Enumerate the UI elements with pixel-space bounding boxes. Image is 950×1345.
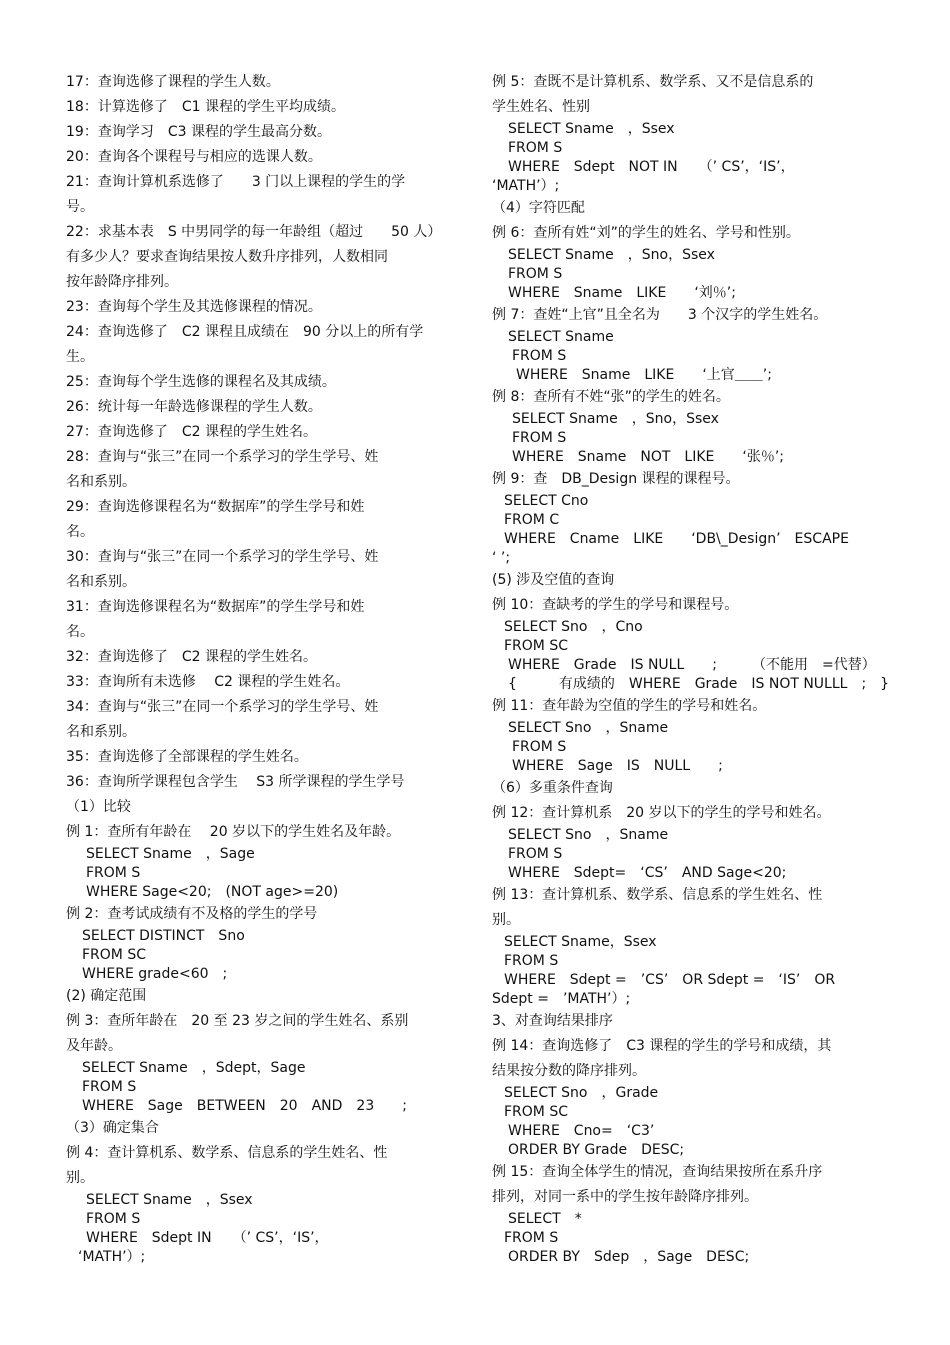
- text-line: 例 14：查询选修了 C3 课程的学生的学号和成绩，其: [492, 1038, 832, 1054]
- text-line: 例 7：查姓“上官”且全名为 3 个汉字的学生姓名。: [492, 307, 828, 323]
- sql-line: ORDER BY Grade DESC;: [508, 1142, 685, 1158]
- sql-line: SELECT Cno: [504, 493, 589, 509]
- text-line: 例 3：查所年龄在 20 至 23 岁之间的学生姓名、系别: [66, 1013, 409, 1029]
- text-line: 例 12：查计算机系 20 岁以下的学生的学号和姓名。: [492, 805, 831, 821]
- text-line: 例 4：查计算机系、数学系、信息系的学生姓名、性: [66, 1145, 388, 1161]
- text-line: 29：查询选修课程名为“数据库”的学生学号和姓: [66, 499, 365, 515]
- sql-line: FROM S: [504, 1230, 559, 1246]
- sql-line: FROM S: [86, 1211, 141, 1227]
- text-line: 名。: [66, 524, 94, 540]
- sql-line: SELECT Sno ，Sname: [508, 827, 669, 843]
- sql-line: { 有成绩的 WHERE Grade IS NOT NULLL ; }: [508, 676, 890, 692]
- text-line: 学生姓名、性别: [492, 99, 590, 115]
- sql-line: WHERE Sage IS NULL ;: [512, 758, 723, 774]
- text-line: 别。: [492, 912, 520, 928]
- text-line: 26：统计每一年龄选修课程的学生人数。: [66, 399, 322, 415]
- text-line: 例 2：查考试成绩有不及格的学生的学号: [66, 906, 318, 922]
- sql-line: FROM S: [508, 846, 563, 862]
- text-line: 名和系别。: [66, 574, 136, 590]
- text-line: 19：查询学习 C3 课程的学生最高分数。: [66, 124, 331, 140]
- text-line: 21：查询计算机系选修了 3 门以上课程的学生的学: [66, 174, 406, 190]
- sql-line: FROM S: [82, 1079, 137, 1095]
- sql-line: SELECT Sname: [508, 329, 614, 345]
- sql-line: SELECT Sname ，Sno，Ssex: [508, 247, 715, 263]
- sql-line: FROM SC: [504, 638, 568, 654]
- text-line: 例 15：查询全体学生的情况，查询结果按所在系升序: [492, 1164, 823, 1180]
- text-line: 排列，对同一系中的学生按年龄降序排列。: [492, 1189, 758, 1205]
- text-line: 名和系别。: [66, 474, 136, 490]
- text-line: 例 6：查所有姓“刘”的学生的姓名、学号和性别。: [492, 225, 800, 241]
- text-line: 名和系别。: [66, 724, 136, 740]
- sql-line: SELECT Sno ，Sname: [508, 720, 669, 736]
- sql-line: SELECT *: [508, 1211, 582, 1227]
- text-line: (2) 确定范围: [66, 988, 147, 1004]
- text-line: 别。: [66, 1170, 94, 1186]
- text-line: 28：查询与“张三”在同一个系学习的学生学号、姓: [66, 449, 379, 465]
- text-line: 24：查询选修了 C2 课程且成绩在 90 分以上的所有学: [66, 324, 424, 340]
- text-line: 30：查询与“张三”在同一个系学习的学生学号、姓: [66, 549, 379, 565]
- sql-line: WHERE Sname LIKE ‘上官＿＿’;: [516, 367, 772, 383]
- sql-line: FROM S: [508, 266, 563, 282]
- sql-line: WHERE Sdept NOT IN （’ CS’，‘IS’，: [508, 159, 795, 175]
- sql-line: ORDER BY Sdep ，Sage DESC;: [508, 1249, 750, 1265]
- text-line: 号。: [66, 199, 94, 215]
- text-line: 例 5：查既不是计算机系、数学系、又不是信息系的: [492, 74, 814, 90]
- text-line: 35：查询选修了全部课程的学生姓名。: [66, 749, 308, 765]
- text-line: （6）多重条件查询: [492, 780, 613, 796]
- text-line: 生。: [66, 349, 94, 365]
- text-line: 3、对查询结果排序: [492, 1013, 613, 1029]
- sql-line: SELECT Sname ，Ssex: [508, 121, 675, 137]
- sql-line: SELECT Sname ，Sdept，Sage: [82, 1060, 306, 1076]
- sql-line: SELECT Sname ，Sage: [86, 846, 255, 862]
- text-line: 20：查询各个课程号与相应的选课人数。: [66, 149, 322, 165]
- text-line: 32：查询选修了 C2 课程的学生姓名。: [66, 649, 317, 665]
- left-column: [66, 70, 462, 1267]
- sql-line: FROM SC: [82, 947, 146, 963]
- text-line: 按年龄降序排列。: [66, 274, 178, 290]
- sql-line: FROM S: [508, 140, 563, 156]
- sql-line: SELECT Sname，Ssex: [504, 934, 657, 950]
- text-line: 名。: [66, 624, 94, 640]
- sql-line: SELECT Sno ，Cno: [504, 619, 643, 635]
- text-line: 34：查询与“张三”在同一个系学习的学生学号、姓: [66, 699, 379, 715]
- sql-line: Sdept = ’MATH’）;: [492, 991, 631, 1007]
- text-line: (5) 涉及空值的查询: [492, 572, 615, 588]
- text-line: （3）确定集合: [66, 1120, 159, 1136]
- text-line: 18：计算选修了 C1 课程的学生平均成绩。: [66, 99, 345, 115]
- text-line: （4）字符匹配: [492, 200, 585, 216]
- sql-line: WHERE Sname LIKE ‘刘％’;: [508, 285, 736, 301]
- sql-line: FROM C: [504, 512, 560, 528]
- sql-line: WHERE Grade IS NULL ; （不能用 =代替）: [508, 657, 876, 673]
- sql-line: SELECT Sname ，Sno，Ssex: [512, 411, 719, 427]
- sql-line: FROM S: [512, 739, 567, 755]
- sql-line: WHERE Sname NOT LIKE ‘张％’;: [512, 449, 784, 465]
- right-column: [492, 70, 890, 1267]
- text-line: 36：查询所学课程包含学生 S3 所学课程的学生学号: [66, 774, 405, 790]
- sql-line: ‘ ’;: [492, 550, 511, 566]
- text-line: 23：查询每个学生及其选修课程的情况。: [66, 299, 322, 315]
- text-line: 33：查询所有未选修 C2 课程的学生姓名。: [66, 674, 350, 690]
- text-line: 例 10：查缺考的学生的学号和课程号。: [492, 597, 739, 613]
- text-line: 27：查询选修了 C2 课程的学生姓名。: [66, 424, 317, 440]
- sql-line: WHERE Cno= ‘C3’: [508, 1123, 655, 1139]
- sql-line: WHERE Sdept = ’CS’ OR Sdept = ‘IS’ OR: [504, 972, 836, 988]
- text-line: 及年龄。: [66, 1038, 122, 1054]
- sql-line: ‘MATH’）;: [492, 178, 560, 194]
- text-line: 31：查询选修课程名为“数据库”的学生学号和姓: [66, 599, 365, 615]
- sql-line: SELECT Sname ，Ssex: [86, 1192, 253, 1208]
- text-line: 例 8：查所有不姓“张”的学生的姓名。: [492, 389, 730, 405]
- sql-line: WHERE Sage<20; (NOT age>=20): [86, 884, 339, 900]
- text-line: 有多少人？要求查询结果按人数升序排列，人数相同: [66, 249, 388, 265]
- text-line: 例 1：查所有年龄在 20 岁以下的学生姓名及年龄。: [66, 824, 401, 840]
- text-line: 25：查询每个学生选修的课程名及其成绩。: [66, 374, 336, 390]
- sql-line: FROM S: [86, 865, 141, 881]
- text-line: 17：查询选修了课程的学生人数。: [66, 74, 280, 90]
- text-line: 22：求基本表 S 中男同学的每一年龄组（超过 50 人）: [66, 224, 442, 240]
- sql-line: WHERE Cname LIKE ‘DB\_Design’ ESCAPE: [504, 531, 849, 547]
- sql-line: FROM S: [512, 430, 567, 446]
- text-line: 例 13：查计算机系、数学系、信息系的学生姓名、性: [492, 887, 823, 903]
- sql-line: FROM SC: [504, 1104, 568, 1120]
- sql-line: WHERE grade<60 ;: [82, 966, 228, 982]
- text-line: 结果按分数的降序排列。: [492, 1063, 646, 1079]
- text-line: 例 11：查年龄为空值的学生的学号和姓名。: [492, 698, 767, 714]
- text-line: （1）比较: [66, 799, 131, 815]
- text-line: 例 9：查 DB_Design 课程的课程号。: [492, 471, 740, 487]
- sql-line: WHERE Sdept IN （’ CS’，‘IS’，: [86, 1230, 329, 1246]
- sql-line: SELECT DISTINCT Sno: [82, 928, 245, 944]
- sql-line: SELECT Sno ，Grade: [504, 1085, 659, 1101]
- sql-line: WHERE Sage BETWEEN 20 AND 23 ;: [82, 1098, 407, 1114]
- sql-line: FROM S: [504, 953, 559, 969]
- sql-line: FROM S: [512, 348, 567, 364]
- sql-line: ‘MATH’）;: [78, 1249, 146, 1265]
- sql-line: WHERE Sdept= ‘CS’ AND Sage<20;: [508, 865, 787, 881]
